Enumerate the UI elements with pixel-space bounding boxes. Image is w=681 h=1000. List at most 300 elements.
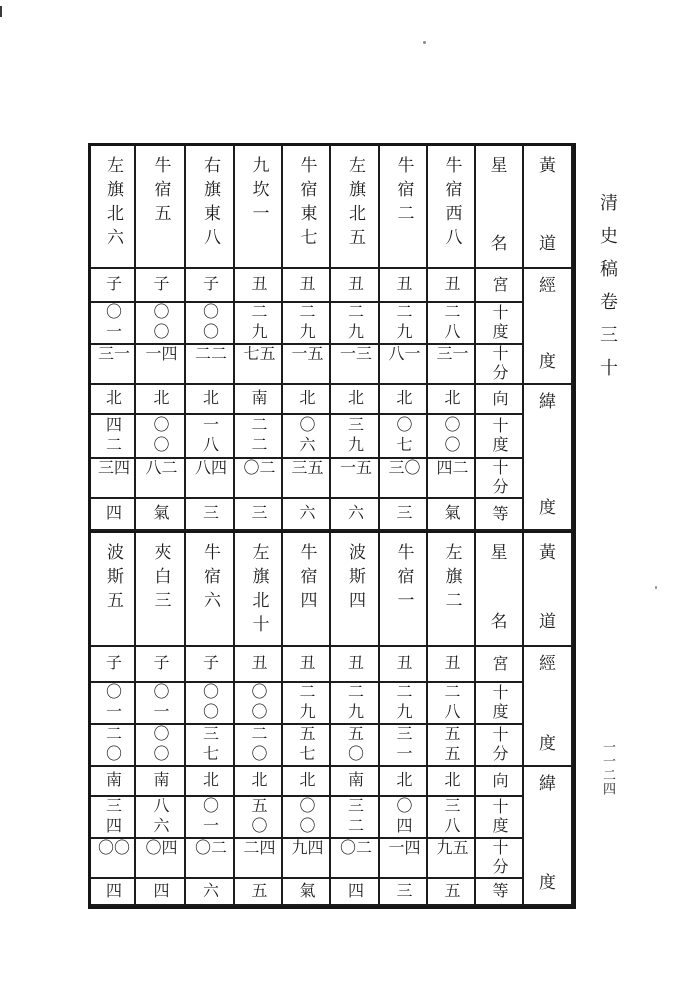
star-name-cell	[428, 533, 476, 647]
star-name-cell-text: 右旗東八	[200, 156, 220, 252]
star-name-cell	[331, 533, 380, 647]
longitude-ten-degrees-cell	[380, 303, 428, 345]
direction-cell	[283, 385, 331, 415]
header-ten-degrees-text: 十度	[490, 417, 509, 455]
header-ten-minutes-text: 十分	[490, 345, 509, 383]
longitude-ten-degrees-cell	[91, 683, 136, 725]
star-name-cell-text: 牛宿一	[393, 543, 414, 615]
longitude-ten-minutes-cell	[186, 725, 235, 767]
latitude-ten-degrees-cell	[186, 797, 235, 839]
ecliptic-longitude-cell	[524, 269, 573, 385]
longitude-ten-minutes-cell	[136, 345, 186, 385]
magnitude-cell	[235, 499, 283, 531]
ecliptic-title-cell-bottom-text: 道	[539, 234, 556, 254]
palace-cell	[331, 269, 380, 303]
star-name-cell-text: 夾白三	[150, 543, 171, 615]
latitude-ten-degrees-cell	[91, 415, 136, 459]
direction-cell-text: 北	[442, 771, 461, 791]
longitude-ten-minutes-cell-text: 二〇	[103, 725, 123, 765]
longitude-ten-degrees-cell	[91, 303, 136, 345]
star-name-cell-text: 牛宿四	[296, 543, 317, 615]
latitude-ten-minutes-cell-text: 四二	[241, 839, 276, 859]
scan-speck	[655, 586, 657, 589]
header-ten-degrees	[476, 683, 524, 725]
longitude-ten-minutes-cell-text: 五五	[442, 725, 461, 765]
ecliptic-longitude-cell	[524, 647, 573, 767]
magnitude-cell-text: 四	[103, 504, 123, 524]
magnitude-cell-text: 四	[345, 881, 365, 902]
header-ten-degrees	[476, 797, 524, 839]
star-name-cell-text: 牛宿東七	[296, 156, 317, 252]
longitude-ten-degrees-cell	[283, 303, 331, 345]
longitude-ten-minutes-cell-text: 三一	[337, 345, 373, 365]
palace-cell	[428, 647, 476, 683]
ecliptic-latitude-cell-bottom-text: 度	[539, 873, 556, 893]
header-ten-minutes-text: 十分	[490, 839, 509, 877]
star-name-cell	[186, 533, 235, 647]
palace-cell-text: 丑	[345, 275, 365, 295]
longitude-ten-degrees-cell	[136, 303, 186, 345]
longitude-ten-minutes-cell	[331, 725, 380, 767]
header-magnitude	[476, 879, 524, 906]
longitude-ten-degrees-cell-text: 二八	[442, 303, 461, 343]
star-name-cell-text: 波斯四	[345, 543, 365, 615]
latitude-ten-minutes-cell-text: 〇三	[386, 459, 421, 479]
magnitude-cell-text: 氣	[297, 881, 316, 902]
palace-cell-text: 子	[151, 654, 170, 674]
star-name-cell-text: 牛宿五	[150, 156, 171, 228]
latitude-ten-degrees-cell-text: 〇〇	[442, 416, 461, 456]
longitude-ten-minutes-cell-text: 一三	[95, 345, 131, 365]
star-name-cell	[331, 146, 380, 269]
latitude-ten-degrees-cell-text: 〇七	[394, 416, 413, 456]
direction-cell-text: 北	[394, 771, 413, 791]
longitude-ten-minutes-cell-text: 三一	[394, 725, 413, 765]
ecliptic-latitude-cell	[524, 385, 573, 531]
header-star-name	[476, 146, 524, 269]
direction-cell-text: 北	[442, 389, 461, 409]
direction-cell	[136, 767, 186, 797]
latitude-ten-minutes-cell-text: 四一	[386, 839, 421, 859]
latitude-ten-degrees-cell-text: 〇一	[200, 797, 220, 837]
direction-cell	[428, 385, 476, 415]
ecliptic-title-cell-top-text: 黃	[539, 156, 556, 176]
palace-cell-text: 丑	[442, 275, 461, 295]
latitude-ten-minutes-cell	[283, 459, 331, 499]
longitude-ten-minutes-cell-text: 五七	[241, 345, 276, 365]
magnitude-cell	[428, 879, 476, 906]
longitude-ten-minutes-cell	[283, 345, 331, 385]
latitude-ten-degrees-cell	[136, 415, 186, 459]
palace-cell-text: 丑	[297, 654, 316, 674]
longitude-ten-degrees-cell	[428, 303, 476, 345]
palace-cell	[136, 269, 186, 303]
latitude-ten-degrees-cell	[331, 415, 380, 459]
scan-edge-mark	[0, 6, 2, 17]
palace-cell-text: 丑	[345, 654, 365, 674]
header-star-name-top-text: 星	[490, 543, 508, 563]
magnitude-cell-text: 五	[442, 881, 461, 902]
magnitude-cell	[331, 879, 380, 906]
latitude-ten-degrees-cell	[428, 797, 476, 839]
header-ten-minutes	[476, 839, 524, 879]
star-name-cell	[91, 146, 136, 269]
direction-cell-text: 北	[151, 389, 170, 409]
direction-cell	[428, 767, 476, 797]
magnitude-cell	[136, 499, 186, 531]
magnitude-cell-text: 氣	[151, 504, 170, 524]
longitude-ten-minutes-cell	[91, 725, 136, 767]
latitude-ten-minutes-cell	[380, 839, 428, 879]
direction-cell-text: 南	[345, 771, 365, 791]
star-name-cell-text: 牛宿六	[200, 543, 220, 615]
magnitude-cell	[91, 879, 136, 906]
ecliptic-latitude-cell-top-text: 緯	[539, 774, 556, 794]
header-ten-degrees	[476, 303, 524, 345]
palace-cell-text: 丑	[249, 275, 268, 295]
direction-cell	[331, 767, 380, 797]
longitude-ten-degrees-cell-text: 二九	[394, 683, 413, 723]
magnitude-cell	[283, 879, 331, 906]
direction-cell-text: 北	[297, 389, 316, 409]
header-ten-minutes	[476, 459, 524, 499]
header-star-name-top-text: 星	[490, 156, 508, 176]
star-name-cell	[380, 146, 428, 269]
longitude-ten-minutes-cell	[428, 725, 476, 767]
star-name-cell	[283, 146, 331, 269]
header-palace-text: 宮	[490, 275, 509, 295]
longitude-ten-minutes-cell	[380, 345, 428, 385]
longitude-ten-degrees-cell-text: 二九	[297, 683, 316, 723]
header-ten-degrees-text: 十度	[490, 798, 509, 836]
ecliptic-latitude-cell-top-text: 緯	[539, 392, 556, 412]
latitude-ten-minutes-cell	[136, 839, 186, 879]
longitude-ten-minutes-cell	[186, 345, 235, 385]
header-ten-minutes-text: 十分	[490, 726, 509, 764]
palace-cell	[186, 269, 235, 303]
latitude-ten-minutes-cell	[91, 839, 136, 879]
longitude-ten-degrees-cell-text: 二九	[345, 683, 365, 723]
latitude-ten-minutes-cell	[235, 459, 283, 499]
latitude-ten-degrees-cell	[283, 797, 331, 839]
star-name-cell-text: 左旗北五	[345, 156, 365, 252]
header-palace	[476, 269, 524, 303]
longitude-ten-degrees-cell-text: 〇〇	[249, 683, 268, 723]
longitude-ten-degrees-cell-text: 二九	[394, 303, 413, 343]
palace-cell	[136, 647, 186, 683]
magnitude-cell-text: 四	[103, 881, 123, 902]
magnitude-cell-text: 六	[345, 504, 365, 524]
longitude-ten-degrees-cell	[331, 303, 380, 345]
direction-cell	[186, 767, 235, 797]
palace-cell	[380, 647, 428, 683]
palace-cell	[186, 647, 235, 683]
direction-cell	[235, 385, 283, 415]
latitude-ten-minutes-cell	[331, 839, 380, 879]
longitude-ten-minutes-cell-text: 五〇	[345, 725, 365, 765]
palace-cell-text: 丑	[442, 654, 461, 674]
longitude-ten-minutes-cell-text: 三七	[200, 725, 220, 765]
header-direction	[476, 767, 524, 797]
palace-cell-text: 丑	[394, 275, 413, 295]
latitude-ten-minutes-cell-text: 〇〇	[95, 839, 131, 859]
palace-cell	[428, 269, 476, 303]
latitude-ten-degrees-cell-text: 三二	[345, 797, 365, 837]
direction-cell	[136, 385, 186, 415]
direction-cell	[380, 385, 428, 415]
latitude-ten-minutes-cell-text: 二八	[143, 459, 178, 479]
latitude-ten-degrees-cell-text: 〇四	[394, 797, 413, 837]
latitude-ten-degrees-cell	[428, 415, 476, 459]
star-name-cell-text: 左旗北十	[248, 543, 269, 639]
longitude-ten-minutes-cell-text: 五一	[289, 345, 324, 365]
latitude-ten-minutes-cell	[283, 839, 331, 879]
star-name-cell-text: 左旗二	[441, 543, 462, 615]
ecliptic-latitude-cell-bottom-text: 度	[539, 498, 556, 518]
magnitude-cell	[428, 499, 476, 531]
latitude-ten-degrees-cell	[283, 415, 331, 459]
ecliptic-title-cell-bottom-text: 道	[539, 612, 556, 632]
longitude-ten-degrees-cell-text: 二八	[442, 683, 461, 723]
magnitude-cell-text: 四	[151, 881, 170, 902]
latitude-ten-degrees-cell-text: 五〇	[249, 797, 268, 837]
longitude-ten-degrees-cell	[380, 683, 428, 725]
header-star-name-bottom-text: 名	[490, 234, 508, 254]
palace-cell-text: 子	[200, 275, 220, 295]
latitude-ten-degrees-cell-text: 〇〇	[297, 797, 316, 837]
latitude-ten-degrees-cell	[235, 797, 283, 839]
latitude-ten-degrees-cell-text: 〇〇	[151, 416, 170, 456]
longitude-ten-minutes-cell	[380, 725, 428, 767]
latitude-ten-minutes-cell-text: 四〇	[143, 839, 178, 859]
star-name-cell-text: 牛宿二	[393, 156, 414, 228]
scan-speck	[423, 41, 426, 44]
longitude-ten-minutes-cell	[235, 345, 283, 385]
direction-cell-text: 南	[103, 771, 123, 791]
header-ten-degrees	[476, 415, 524, 459]
latitude-ten-degrees-cell-text: 四二	[103, 416, 123, 456]
direction-cell	[91, 767, 136, 797]
latitude-ten-degrees-cell	[91, 797, 136, 839]
longitude-ten-degrees-cell-text: 〇一	[103, 683, 123, 723]
longitude-ten-degrees-cell	[235, 683, 283, 725]
latitude-ten-degrees-cell	[331, 797, 380, 839]
header-ten-degrees-text: 十度	[490, 304, 509, 342]
direction-cell	[235, 767, 283, 797]
latitude-ten-minutes-cell-text: 五三	[289, 459, 324, 479]
star-name-cell-text: 牛宿西八	[441, 156, 462, 252]
star-name-cell	[136, 146, 186, 269]
header-ten-degrees-text: 十度	[490, 684, 509, 722]
table-section-1	[91, 146, 573, 531]
longitude-ten-minutes-cell	[331, 345, 380, 385]
magnitude-cell-text: 三	[249, 504, 268, 524]
latitude-ten-degrees-cell-text: 八六	[151, 797, 170, 837]
palace-cell-text: 丑	[394, 654, 413, 674]
direction-cell	[380, 767, 428, 797]
direction-cell-text: 北	[394, 389, 413, 409]
longitude-ten-degrees-cell	[283, 683, 331, 725]
table-section-2	[91, 531, 573, 906]
ecliptic-title-cell-top-text: 黃	[539, 543, 556, 563]
header-palace-text: 宮	[490, 654, 509, 674]
star-name-cell-text: 左旗北六	[103, 156, 123, 252]
latitude-ten-minutes-cell	[428, 839, 476, 879]
direction-cell-text: 南	[151, 771, 170, 791]
palace-cell-text: 丑	[249, 654, 268, 674]
latitude-ten-minutes-cell	[136, 459, 186, 499]
ecliptic-longitude-cell-top-text: 經	[539, 654, 556, 674]
longitude-ten-degrees-cell	[186, 683, 235, 725]
longitude-ten-degrees-cell-text: 二九	[297, 303, 316, 343]
magnitude-cell	[186, 879, 235, 906]
palace-cell	[91, 647, 136, 683]
latitude-ten-minutes-cell-text: 二〇	[192, 839, 228, 859]
star-name-cell	[428, 146, 476, 269]
latitude-ten-minutes-cell-text: 二〇	[337, 839, 373, 859]
direction-cell-text: 北	[297, 771, 316, 791]
star-name-cell	[186, 146, 235, 269]
magnitude-cell	[283, 499, 331, 531]
direction-cell-text: 北	[200, 389, 220, 409]
palace-cell	[235, 647, 283, 683]
latitude-ten-minutes-cell	[186, 839, 235, 879]
palace-cell-text: 子	[103, 654, 123, 674]
star-name-cell	[91, 533, 136, 647]
star-name-cell	[283, 533, 331, 647]
ecliptic-longitude-cell-bottom-text: 度	[539, 734, 556, 754]
longitude-ten-degrees-cell-text: 〇〇	[151, 303, 170, 343]
palace-cell-text: 子	[103, 275, 123, 295]
latitude-ten-minutes-cell	[380, 459, 428, 499]
longitude-ten-degrees-cell-text: 〇一	[103, 303, 123, 343]
longitude-ten-degrees-cell	[331, 683, 380, 725]
star-name-cell	[235, 146, 283, 269]
ecliptic-latitude-cell	[524, 767, 573, 906]
palace-cell	[331, 647, 380, 683]
latitude-ten-minutes-cell	[235, 839, 283, 879]
latitude-ten-minutes-cell-text: 四九	[289, 839, 324, 859]
magnitude-cell	[380, 879, 428, 906]
header-magnitude	[476, 499, 524, 531]
direction-cell-text: 北	[345, 389, 365, 409]
star-name-cell-text: 九坎一	[248, 156, 269, 228]
magnitude-cell	[91, 499, 136, 531]
magnitude-cell-text: 六	[297, 504, 316, 524]
header-ten-minutes-text: 十分	[490, 459, 509, 497]
latitude-ten-degrees-cell	[380, 415, 428, 459]
longitude-ten-minutes-cell	[428, 345, 476, 385]
latitude-ten-minutes-cell-text: 五一	[337, 459, 373, 479]
ecliptic-title-cell	[524, 533, 573, 647]
palace-cell	[283, 269, 331, 303]
header-magnitude-text: 等	[490, 504, 509, 524]
star-name-cell	[235, 533, 283, 647]
latitude-ten-degrees-cell-text: 三九	[345, 416, 365, 456]
magnitude-cell-text: 三	[394, 881, 413, 902]
longitude-ten-degrees-cell	[136, 683, 186, 725]
longitude-ten-minutes-cell-text: 一三	[434, 345, 469, 365]
star-catalog-table	[88, 143, 576, 909]
latitude-ten-minutes-cell	[91, 459, 136, 499]
longitude-ten-minutes-cell	[136, 725, 186, 767]
header-direction	[476, 385, 524, 415]
latitude-ten-degrees-cell	[380, 797, 428, 839]
page-number: 一一二四	[600, 740, 615, 796]
longitude-ten-minutes-cell	[283, 725, 331, 767]
magnitude-cell-text: 三	[394, 504, 413, 524]
longitude-ten-degrees-cell-text: 〇〇	[200, 303, 220, 343]
latitude-ten-degrees-cell-text: 一八	[200, 416, 220, 456]
header-ten-minutes	[476, 725, 524, 767]
ecliptic-longitude-cell-bottom-text: 度	[539, 352, 556, 372]
volume-title: 清史稿卷三十	[597, 193, 618, 391]
latitude-ten-degrees-cell-text: 三四	[103, 797, 123, 837]
header-star-name	[476, 533, 524, 647]
latitude-ten-degrees-cell	[136, 797, 186, 839]
latitude-ten-degrees-cell-text: 〇六	[297, 416, 316, 456]
star-name-cell	[380, 533, 428, 647]
magnitude-cell	[380, 499, 428, 531]
palace-cell-text: 子	[151, 275, 170, 295]
header-star-name-bottom-text: 名	[490, 612, 508, 632]
direction-cell	[91, 385, 136, 415]
magnitude-cell	[186, 499, 235, 531]
direction-cell-text: 北	[249, 771, 268, 791]
longitude-ten-degrees-cell	[186, 303, 235, 345]
header-ten-minutes	[476, 345, 524, 385]
magnitude-cell-text: 氣	[442, 504, 461, 524]
palace-cell-text: 子	[200, 654, 220, 674]
palace-cell	[235, 269, 283, 303]
longitude-ten-minutes-cell-text: 二二	[192, 345, 228, 365]
direction-cell	[186, 385, 235, 415]
header-palace	[476, 647, 524, 683]
latitude-ten-minutes-cell-text: 二〇	[241, 459, 276, 479]
direction-cell-text: 北	[200, 771, 220, 791]
ecliptic-title-cell	[524, 146, 573, 269]
direction-cell-text: 北	[103, 389, 123, 409]
magnitude-cell	[235, 879, 283, 906]
latitude-ten-degrees-cell	[235, 415, 283, 459]
direction-cell	[331, 385, 380, 415]
header-magnitude-text: 等	[490, 882, 509, 901]
palace-cell	[91, 269, 136, 303]
palace-cell	[283, 647, 331, 683]
latitude-ten-minutes-cell-text: 二四	[434, 459, 469, 479]
header-direction-text: 向	[490, 389, 509, 409]
longitude-ten-degrees-cell	[235, 303, 283, 345]
longitude-ten-degrees-cell-text: 〇一	[151, 683, 170, 723]
magnitude-cell-text: 五	[249, 881, 268, 902]
longitude-ten-minutes-cell-text: 二〇	[249, 725, 268, 765]
magnitude-cell	[136, 879, 186, 906]
latitude-ten-minutes-cell-text: 四八	[192, 459, 228, 479]
latitude-ten-degrees-cell-text: 三八	[442, 797, 461, 837]
direction-cell-text: 南	[249, 389, 268, 409]
star-name-cell	[136, 533, 186, 647]
palace-cell	[380, 269, 428, 303]
longitude-ten-minutes-cell	[91, 345, 136, 385]
magnitude-cell-text: 六	[200, 881, 220, 902]
direction-cell	[283, 767, 331, 797]
latitude-ten-minutes-cell	[186, 459, 235, 499]
header-direction-text: 向	[490, 771, 509, 791]
magnitude-cell	[331, 499, 380, 531]
palace-cell-text: 丑	[297, 275, 316, 295]
longitude-ten-degrees-cell	[428, 683, 476, 725]
latitude-ten-minutes-cell	[428, 459, 476, 499]
